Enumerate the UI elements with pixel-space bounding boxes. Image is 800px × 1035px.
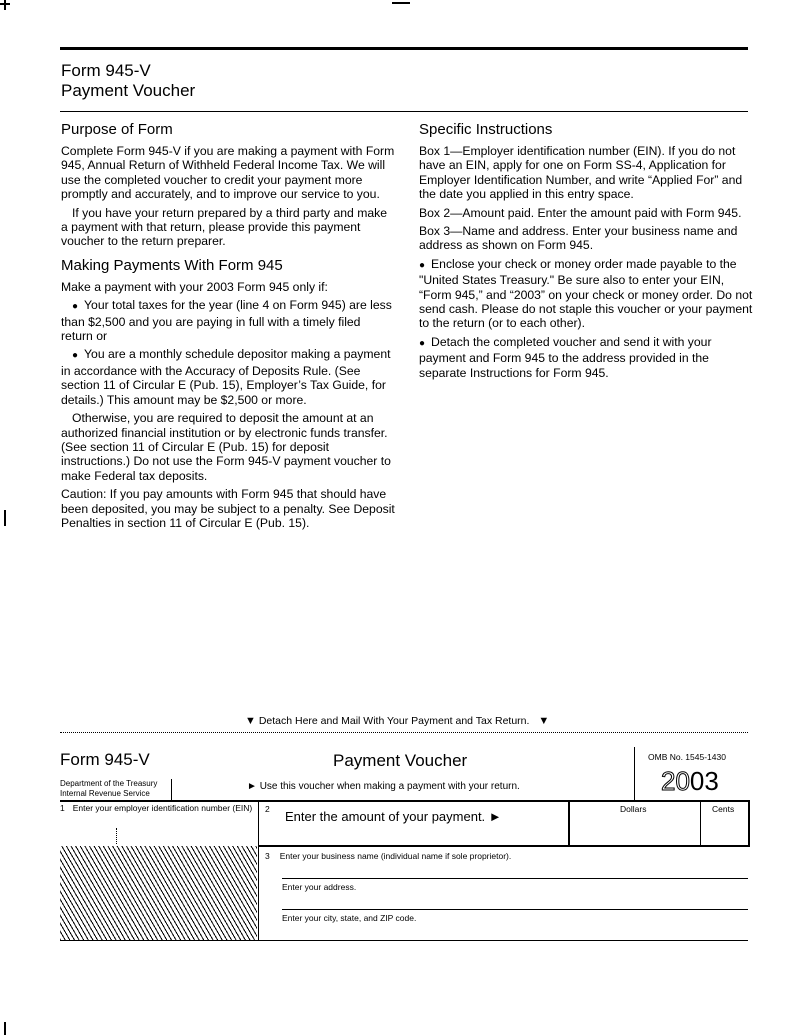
use-voucher-text	[247, 781, 520, 792]
box-divider-left	[258, 800, 259, 941]
registration-mark	[0, 3, 10, 5]
purpose-paragraph: Complete Form 945-V if you are making a payment with Form 945, Annual Return of Withheld Federal Income Tax. We will use the completed voucher to credit your payment more promptly and accurately, and to improve our service to you.	[61, 144, 395, 202]
bullet-item: ● You are a monthly schedule depositor making a payment in accordance with the Accuracy of Deposits Rule. (See section 11 of Circular E (Pub. 15), Employer’s Tax Guide, for details.) This amount may be $2,500 or more.	[61, 347, 395, 407]
purpose-paragraph: If you have your return prepared by a third party and make a payment with that return, please provide this payment voucher to the return preparer.	[61, 205, 388, 249]
detach-text: Detach Here and Mail With Your Payment and Tax Return.	[258, 715, 530, 727]
box1-number: 1	[60, 803, 65, 813]
box2-instructions: Box 2—Amount paid. Enter the amount paid with Form 945.	[419, 205, 742, 220]
box2-number: 2	[265, 804, 270, 814]
bullet-item: ● Your total taxes for the year (line 4 on Form 945) are less than $2,500 and you are paying in full with a timely filed return or	[61, 298, 395, 343]
registration-mark	[4, 1022, 6, 1035]
header-bottom-rule	[60, 111, 748, 112]
box1-label	[60, 803, 252, 813]
omb-divider	[634, 747, 635, 800]
hatched-area	[60, 846, 257, 940]
name-underline	[282, 878, 748, 879]
header-form-line: Form 945-V	[61, 61, 151, 80]
making-payments-intro: Make a payment with your 2003 Form 945 only if:	[61, 279, 328, 294]
otherwise-paragraph: Otherwise, you are required to deposit the amount at an authorized financial institution or by electronic funds transfer. (See section 11 of Circular E (Pub. 15) for deposit instructions.) Do not use the Form 945-V payment voucher to make Federal tax deposits.	[61, 411, 391, 483]
down-arrow-icon: ▼	[245, 715, 256, 727]
bullet-item: ● Enclose your check or money order made payable to the "United States Treasury." Be sure also to enter your EIN, “Form 945,” and “2003” on your check or money order. Do not send cash. Please do not staple this voucher or your payment to the return (or to each other).	[419, 257, 753, 331]
right-column	[419, 121, 753, 384]
ein-input[interactable]	[60, 815, 256, 845]
business-name-input[interactable]	[282, 862, 747, 878]
right-arrow-icon: ►	[488, 809, 502, 824]
box2-bottom-rule	[258, 845, 748, 847]
address-underline	[282, 909, 748, 910]
box3-number: 3	[265, 851, 270, 861]
cents-divider	[700, 800, 701, 845]
header-top-rule	[60, 47, 748, 50]
city-state-zip-label: Enter your city, state, and ZIP code.	[282, 913, 417, 923]
registration-mark	[4, 0, 6, 10]
box3-text: Enter your business name (individual name if sole proprietor).	[279, 851, 512, 861]
cents-label: Cents	[712, 804, 735, 814]
box3-label	[265, 851, 511, 861]
down-arrow-icon: ▼	[538, 715, 550, 727]
box1-text: Enter your employer identification number (EIN)	[72, 803, 253, 813]
address-input[interactable]	[282, 893, 747, 909]
tax-year-outline: 20	[661, 766, 690, 796]
voucher-form-label: Form 945-V	[60, 750, 150, 769]
purpose-heading: Purpose of Form	[61, 121, 173, 138]
bullet-item: ● Detach the completed voucher and send it with your payment and Form 945 to the address provided in the separate Instructions for Form 945.	[419, 335, 753, 380]
registration-mark	[4, 510, 6, 526]
voucher-divider	[171, 779, 172, 800]
omb-number: OMB No. 1545-1430	[648, 752, 726, 762]
voucher-bottom-rule	[60, 940, 748, 941]
header-title: Payment Voucher	[61, 81, 196, 100]
dollars-label: Dollars	[620, 804, 647, 814]
cents-input[interactable]	[702, 815, 746, 845]
department-line: Internal Revenue Service	[60, 789, 150, 798]
tax-year-solid: 03	[689, 766, 719, 796]
detach-instruction	[245, 715, 549, 727]
perforation-line	[60, 732, 748, 733]
department-line: Department of the Treasury	[60, 779, 158, 788]
making-payments-heading: Making Payments With Form 945	[61, 256, 283, 274]
ein-separator	[116, 828, 117, 844]
city-state-zip-input[interactable]	[282, 924, 747, 939]
registration-mark	[392, 2, 410, 4]
dollars-input[interactable]	[570, 815, 698, 845]
tax-year	[661, 766, 719, 796]
box3-instructions: Box 3—Name and address. Enter your business name and address as shown on Form 945.	[419, 224, 738, 253]
address-label: Enter your address.	[282, 882, 357, 892]
specific-instructions-heading: Specific Instructions	[419, 121, 553, 138]
right-arrow-icon: ►	[247, 781, 257, 792]
box1-instructions: Box 1—Employer identification number (EIN). If you do not have an EIN, apply for one on Form SS-4, Application for Employer Identification Number, and write “Applied For” and the date you applied in this entry space.	[419, 144, 743, 202]
voucher-title: Payment Voucher	[333, 751, 468, 770]
caution-paragraph: Caution: If you pay amounts with Form 945 that should have been deposited, you may be subject to a penalty. See Deposit Penalties in section 11 of Circular E (Pub. 15).	[61, 487, 395, 530]
use-voucher-label: Use this voucher when making a payment with your return.	[259, 781, 520, 792]
box2-text: Enter the amount of your payment.	[285, 809, 486, 824]
box2-label	[285, 809, 502, 824]
left-column	[61, 121, 395, 534]
